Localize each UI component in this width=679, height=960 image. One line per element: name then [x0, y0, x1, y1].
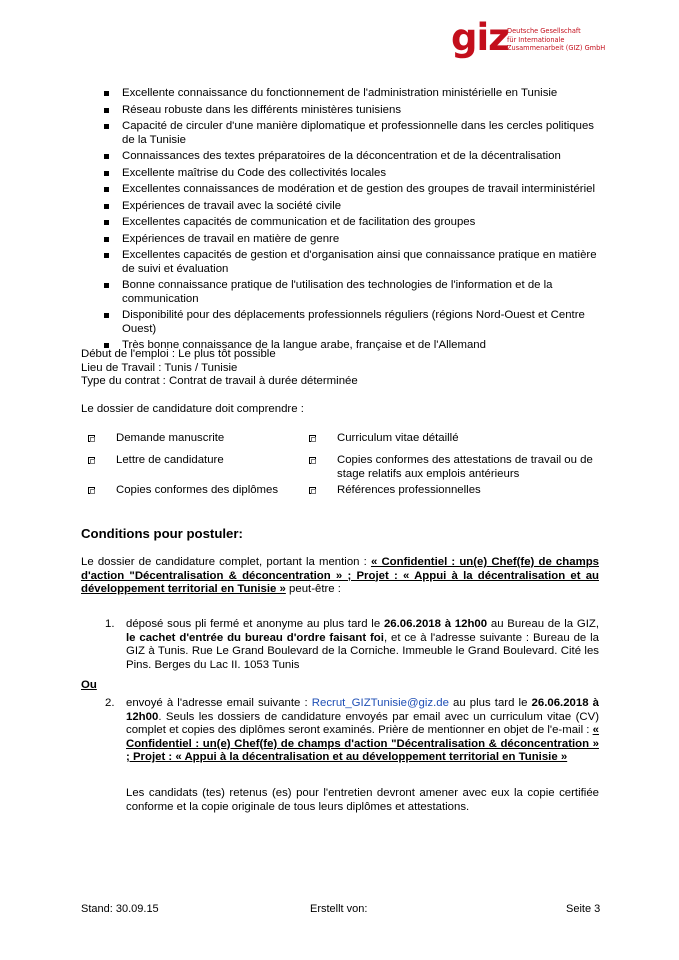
checkbox-icon — [309, 435, 316, 442]
checkbox-icon — [88, 457, 95, 464]
doc-label: Curriculum vitae détaillé — [337, 432, 459, 444]
item-text: , et ce à l'adresse suivante : Bureau de la GIZ à Tunis. Rue Le Grand Boulevard de la Corniche. Immeuble le Grand Boulevard. Cité les Pins. Berges du Lac II. 1053 Tunis — [126, 631, 599, 671]
item-text: . Seuls les dossiers de candidature envoyés par email avec un curriculum vitae (CV) complet et copies des diplômes seront examinés. Prière de mentionner en objet de l'e-mail : — [126, 710, 599, 736]
doc-label: Références professionnelles — [337, 484, 481, 496]
logo-line: Deutsche Gesellschaft — [507, 27, 581, 35]
item-text: au plus tard le — [448, 697, 532, 709]
list-item: Expériences de travail en matière de genre — [104, 233, 604, 247]
item-bold-text: le cachet d'entrée du bureau d'ordre faisant foi — [126, 631, 384, 644]
job-contract: Type du contrat : Contrat de travail à durée déterminée — [81, 375, 358, 387]
item-body — [126, 618, 599, 672]
list-item: Expériences de travail avec la société civile — [104, 200, 604, 214]
deadline: 26.06.2018 à 12h00 — [383, 618, 488, 630]
item-number: 1. — [105, 618, 115, 630]
email-link[interactable]: Recrut_GIZTunisie@giz.de — [311, 697, 449, 709]
checkbox-icon — [309, 487, 316, 494]
list-item: Disponibilité pour des déplacements professionnels réguliers (régions Nord-Ouest et Centre Ouest) — [104, 309, 604, 336]
doc-label: Copies conformes des attestations de travail ou de — [337, 454, 593, 466]
intro-text: peut-être : — [285, 583, 341, 595]
job-location: Lieu de Travail : Tunis / Tunisie — [81, 361, 238, 374]
list-item: Excellentes capacités de gestion et d'organisation ainsi que connaissance pratique en matière de suivi et évaluation — [104, 249, 604, 276]
list-item: Connaissances des textes préparatoires de la déconcentration et de la décentralisation — [104, 150, 604, 164]
or-label: Ou — [81, 679, 97, 691]
requirements-list — [104, 87, 604, 356]
footer-stand: Stand: 30.09.15 — [81, 903, 159, 915]
item-number: 2. — [105, 697, 115, 709]
checkbox-icon — [309, 457, 316, 464]
deadline: 26.06.2018 à 12h00 — [126, 697, 599, 723]
list-item: Excellentes connaissances de modération et de gestion des groupes de travail interministériel — [104, 183, 604, 197]
logo-mark: giz — [451, 16, 509, 59]
logo-line: für Internationale — [507, 35, 565, 44]
logo-line: Zusammenarbeit (GIZ) GmbH — [507, 44, 606, 53]
option-item-1 — [105, 618, 599, 672]
conditions-intro — [81, 556, 599, 597]
list-item: Très bonne connaissance de la langue arabe, française et de l'Allemand — [104, 339, 604, 353]
item-text: envoyé à l'adresse email suivante : — [126, 697, 312, 709]
doc-label: Demande manuscrite — [116, 432, 225, 444]
item-text: déposé sous pli fermé et anonyme au plus tard le — [126, 618, 384, 630]
list-item: Excellente connaissance du fonctionnement de l'administration ministérielle en Tunisie — [104, 87, 604, 101]
doc-label: Lettre de candidature — [116, 454, 224, 466]
logo-text — [507, 27, 605, 53]
checkbox-icon — [88, 435, 95, 442]
intro-text: Le dossier de candidature complet, portant la mention : — [81, 556, 371, 568]
footer-page: Seite 3 — [566, 903, 601, 915]
section-heading: Conditions pour postuler: — [81, 526, 243, 541]
item-mention: « Confidentiel : un(e) Chef(fe) de champs d'action "Décentralisation & déconcentration » ; Projet : « Appui à la décentralisation et au développement territorial en Tunisie » — [126, 724, 599, 763]
item-text: au Bureau de la GIZ, — [487, 618, 599, 630]
list-item: Réseau robuste dans les différents ministères tunisiens — [104, 104, 604, 118]
list-item: Excellentes capacités de communication et de facilitation des groupes — [104, 216, 604, 230]
option-item-2 — [105, 697, 599, 765]
item-body — [126, 697, 599, 765]
list-item: Capacité de circuler d'une manière diplomatique et professionnelle dans les cercles politiques de la Tunisie — [104, 120, 604, 147]
footer-erstellt: Erstellt von: — [310, 903, 368, 915]
list-item: Excellente maîtrise du Code des collectivités locales — [104, 167, 604, 181]
job-info — [81, 348, 358, 389]
dossier-intro: Le dossier de candidature doit comprendre : — [81, 403, 304, 415]
closing-paragraph: Les candidats (tes) retenus (es) pour l'entretien devront amener avec eux la copie certifiée conforme et la copie originale de tous leurs diplômes et attestations. — [126, 787, 599, 813]
giz-logo — [451, 16, 661, 59]
intro-mention: « Confidentiel : un(e) Chef(fe) de champs d'action "Décentralisation & déconcentration » ; Projet : « Appui à la décentralisation et au développement territorial en Tunisie » — [81, 556, 599, 595]
job-start: Début de l'emploi : Le plus tôt possible — [81, 348, 276, 360]
checkbox-icon — [88, 487, 95, 494]
list-item: Bonne connaissance pratique de l'utilisation des technologies de l'information et de la communication — [104, 279, 604, 306]
doc-label: stage relatifs aux emplois antérieurs — [337, 468, 520, 480]
doc-label: Copies conformes des diplômes — [116, 484, 279, 496]
